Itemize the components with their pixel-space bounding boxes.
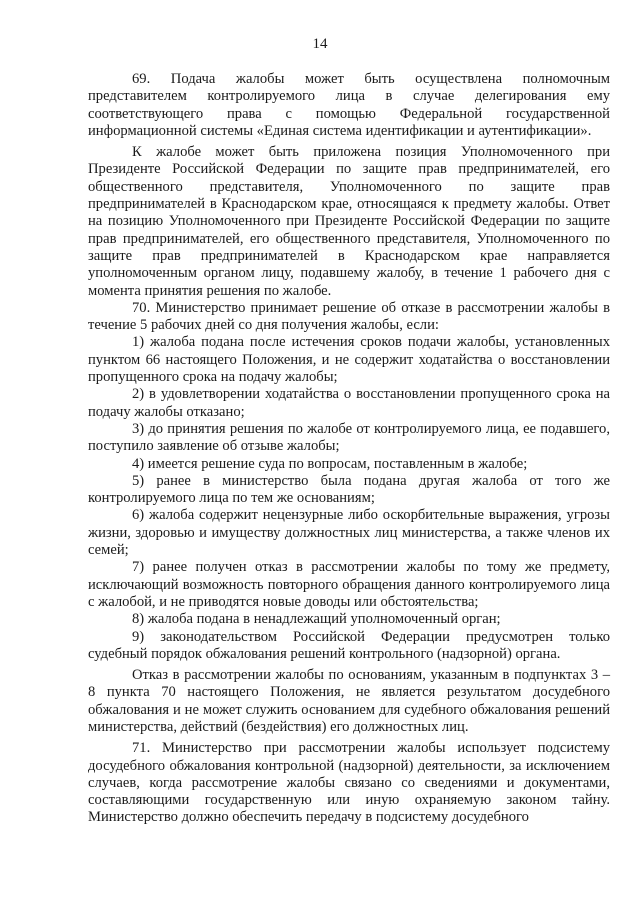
list-item-4: 4) имеется решение суда по вопросам, поставленным в жалобе; — [132, 455, 528, 472]
paragraph-71: 71. Министерство при рассмотрении жалобы использует подсистему досудебного обжалования контрольной (надзорной) деятельности, за исключением случаев, когда рассмотрение жалобы связано со сведениями и документами, составляющими государственную или иную охраняемую законом тайну. Министерство должно обеспечить передачу в подсистему досудебного — [88, 740, 610, 826]
list-item-9: 9) законодательством Российской Федерации предусмотрен только судебный порядок обжалования решений контрольного (надзорной) органа. — [88, 628, 610, 662]
paragraph-70: 70. Министерство принимает решение об отказе в рассмотрении жалобы в течение 5 рабочих дней со дня получения жалобы, если: — [88, 299, 610, 334]
list-item-1: 1) жалоба подана после истечения сроков подачи жалобы, установленных пунктом 66 настоящего Положения, и не содержит ходатайства о восстановлении пропущенного срока на подачу жалобы; — [88, 334, 610, 386]
list-item-3: 3) до принятия решения по жалобе от контролируемого лица, ее подавшего, поступило заявление об отзыве жалобы; — [88, 420, 610, 455]
page-number: 14 — [312, 36, 328, 52]
margin-stamp — [628, 60, 636, 120]
paragraph-69: 69. Подача жалобы может быть осуществлена полномочным представителем контролируемого лица в случае делегирования ему соответствующего права с помощью Федеральной государственной информационной системы «Единая система идентификации и аутентификации». — [88, 71, 610, 139]
paragraph-ombudsman-position: К жалобе может быть приложена позиция Уполномоченного при Президенте Российской Федерации по защите прав предпринимателей, его общественного представителя, Уполномоченного по защите прав предпринимателей в Краснодарском крае, относящаяся к предмету жалобы. Ответ на позицию Уполномоченного при Президенте Российской Федерации по защите прав предпринимателей, его общественного представителя, Уполномоченного по защите прав предпринимателей в Краснодарском крае направляется уполномоченным органом лицу, подавшему жалобу, в течение 1 рабочего дня с момента принятия решения по жалобе. — [88, 144, 610, 299]
list-item-7: 7) ранее получен отказ в рассмотрении жалобы по тому же предмету, исключающий возможность повторного обращения данного контролируемого лица с жалобой, и не приводятся новые доводы или обстоятельства; — [88, 559, 610, 610]
document-body — [88, 71, 610, 827]
paragraph-refusal-note: Отказ в рассмотрении жалобы по основаниям, указанным в подпунктах 3 – 8 пункта 70 настоящего Положения, не является результатом досудебного обжалования и не может служить основанием для судебного обжалования решений министерства, действий (бездействия) его должностных лиц. — [88, 667, 610, 735]
list-item-8: 8) жалоба подана в ненадлежащий уполномоченный орган; — [132, 611, 501, 628]
list-item-5: 5) ранее в министерство была подана другая жалоба от того же контролируемого лица по тем же основаниям; — [88, 472, 610, 507]
list-item-2: 2) в удовлетворении ходатайства о восстановлении пропущенного срока на подачу жалобы отказано; — [88, 386, 610, 420]
list-item-6: 6) жалоба содержит нецензурные либо оскорбительные выражения, угрозы жизни, здоровью и имуществу должностных лиц министерства, а также членов их семей; — [88, 507, 610, 559]
